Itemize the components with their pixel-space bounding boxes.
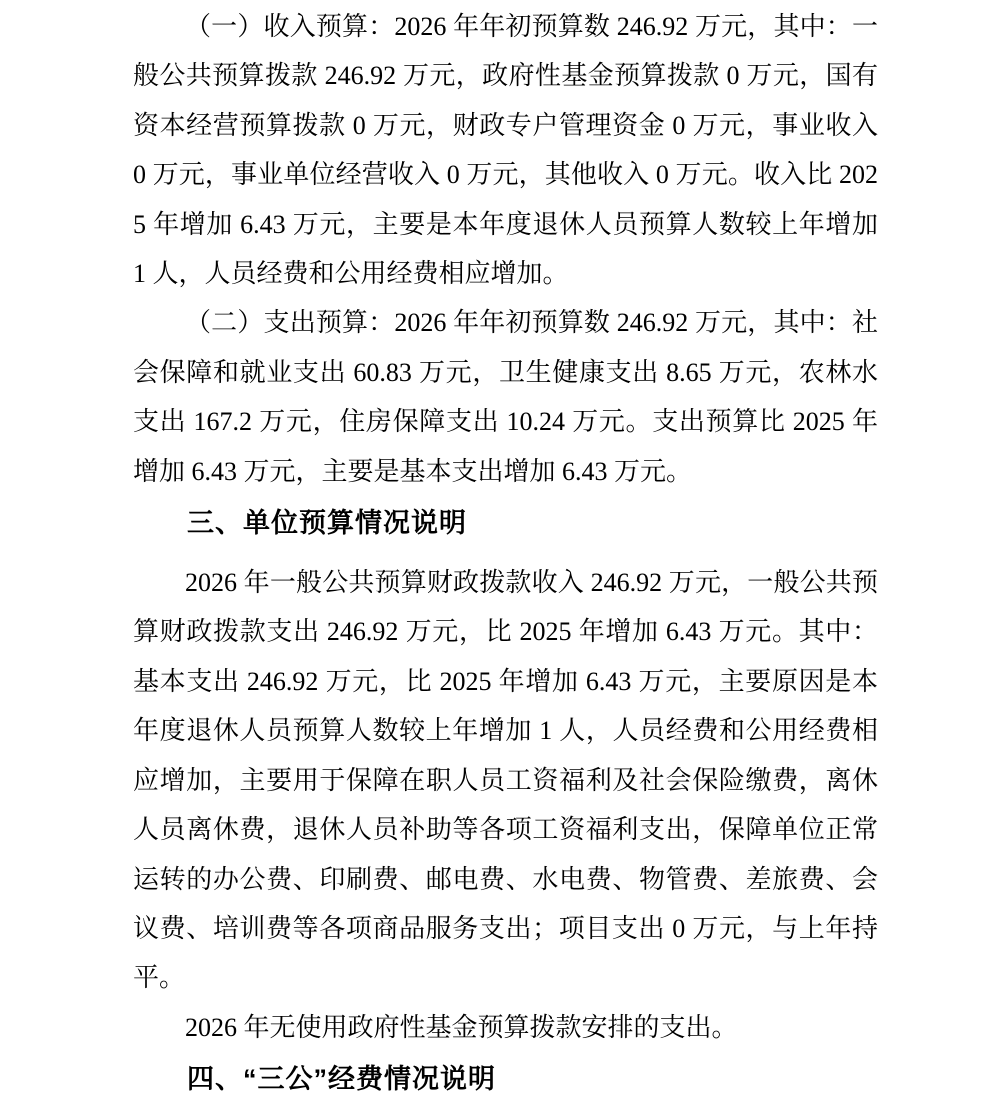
paragraph-text: 2026 年年初预算数 246.92 万元，其中：社会保障和就业支出 60.83 万元，卫生健康支出 8.65 万元，农林水支出 167.2 万元，住房保障支出 10.24 万元。支出预算比 2025 年增加 6.43 万元，主要是基本支出增加 6.43 万元。	[133, 308, 878, 486]
paragraph-gov-fund-note: 2026 年无使用政府性基金预算拨款安排的支出。	[185, 1012, 738, 1042]
paragraph-lead: （一）收入预算：	[185, 12, 395, 41]
section-heading-unit-budget: 三、单位预算情况说明	[187, 508, 467, 539]
paragraph-text: 2026 年年初预算数 246.92 万元，其中：一般公共预算拨款 246.92 万元，政府性基金预算拨款 0 万元，国有资本经营预算拨款 0 万元，财政专户管理资金 0 万元，事业收入 0 万元，事业单位经营收入 0 万元，其他收入 0 万元。收入比 2025 年增加 6.43 万元，主要是本年度退休人员预算人数较上年增加 1 人，人员经费和公用经费相应增加。	[133, 12, 878, 289]
section-heading-three-public-funds: 四、“三公”经费情况说明	[187, 1064, 496, 1095]
paragraph-lead: （二）支出预算：	[185, 308, 395, 338]
paragraph-income-budget	[133, 2, 878, 298]
paragraph-general-budget-detail: 2026 年一般公共预算财政拨款收入 246.92 万元，一般公共预算财政拨款支出 246.92 万元，比 2025 年增加 6.43 万元。其中：基本支出 246.92 万元，比 2025 年增加 6.43 万元，主要原因是本年度退休人员预算人数较上年增加 1 人，人员经费和公用经费相应增加，主要用于保障在职人员工资福利及社会保险缴费，离休人员离休费，退休人员补助等各项工资福利支出，保障单位正常运转的办公费、印刷费、邮电费、水电费、物管费、差旅费、会议费、培训费等各项商品服务支出；项目支出 0 万元，与上年持平。	[133, 568, 878, 993]
paragraph-expenditure-budget	[133, 298, 878, 496]
